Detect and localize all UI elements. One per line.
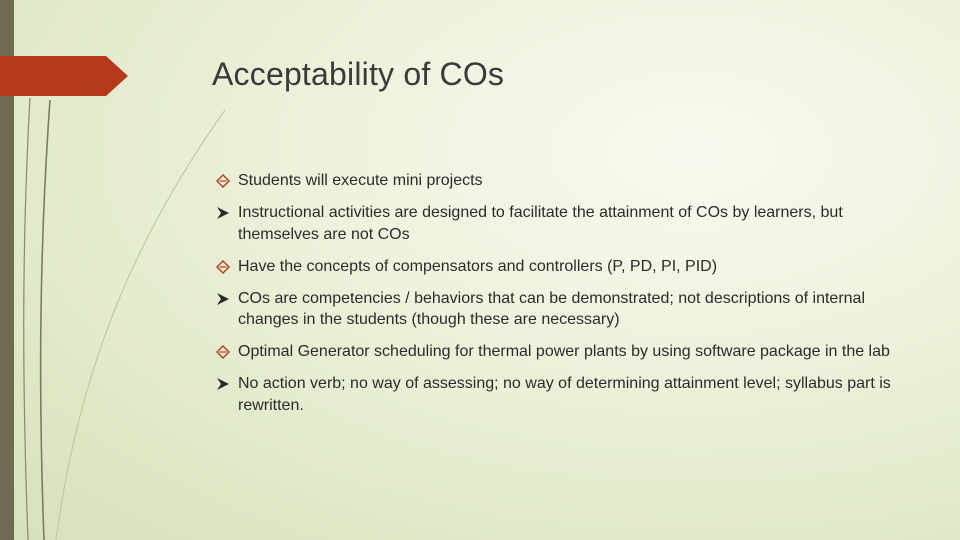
bullet-text: Instructional activities are designed to facilitate the attainment of COs by learners, but themselves are not COs xyxy=(238,204,843,243)
bullet-item xyxy=(216,341,906,363)
bullet-item xyxy=(216,373,906,416)
bullet-text: COs are competencies / behaviors that can be demonstrated; not descriptions of internal changes in the students (though these are necessary) xyxy=(238,289,866,328)
bullet-text: Students will execute mini projects xyxy=(238,172,483,189)
slide-title: Acceptability of COs xyxy=(212,56,505,92)
bullet-text: Optimal Generator scheduling for thermal power plants by using software package in the lab xyxy=(238,343,890,360)
arrowhead-icon xyxy=(216,377,230,391)
bullet-item xyxy=(216,256,906,278)
bullet-item xyxy=(216,202,906,245)
bullet-list xyxy=(216,170,906,427)
bullet-text: No action verb; no way of assessing; no way of determining attainment level; syllabus part is rewritten. xyxy=(238,375,891,414)
bullet-item xyxy=(216,288,906,331)
diamond-outline-icon xyxy=(216,174,230,188)
diamond-outline-icon xyxy=(216,345,230,359)
title-arrow-shape xyxy=(0,56,128,96)
bullet-item xyxy=(216,170,906,192)
bullet-text: Have the concepts of compensators and controllers (P, PD, PI, PID) xyxy=(238,257,718,275)
arrowhead-icon xyxy=(216,206,230,220)
arrowhead-icon xyxy=(216,292,230,306)
diamond-outline-icon xyxy=(216,260,230,274)
